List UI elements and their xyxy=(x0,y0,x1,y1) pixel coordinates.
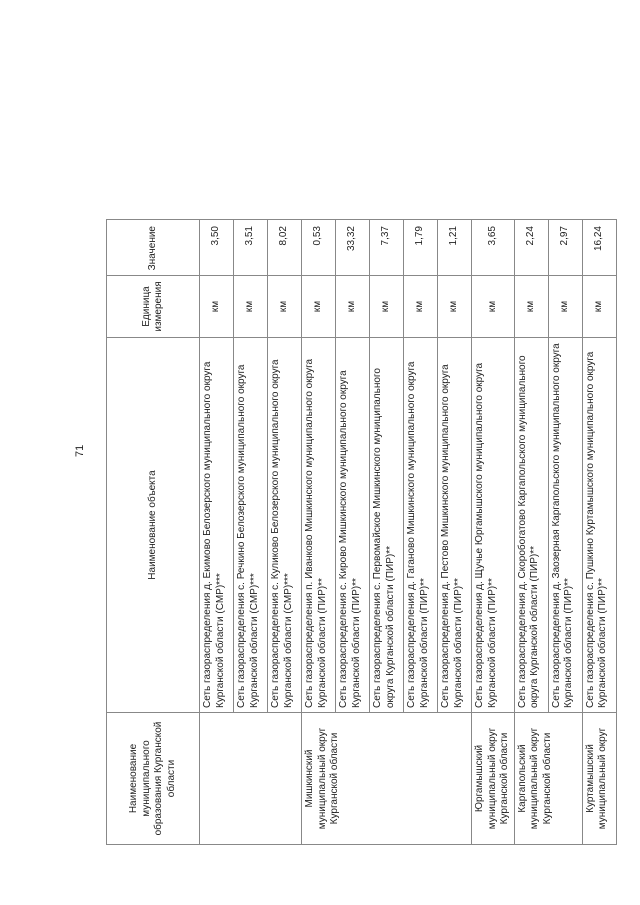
header-value: Значение xyxy=(107,220,200,276)
unit-cell: км xyxy=(234,276,268,338)
unit-cell: км xyxy=(514,276,548,338)
table-row xyxy=(200,220,234,845)
unit-cell: км xyxy=(370,276,404,338)
header-object: Наименование объекта xyxy=(107,338,200,713)
object-cell: Сеть газораспределения с. Речкино Белозерского муниципального округа Курганской области (СМР)*** xyxy=(234,338,268,713)
value-cell: 2,24 xyxy=(514,220,548,276)
object-cell: Сеть газораспределения д. Скоробогатово Каргапольского муниципального округа Курганской области (ПИР)** xyxy=(514,338,548,713)
object-cell: Сеть газораспределения д. Заозерная Каргапольского муниципального округа Курганской области (ПИР)** xyxy=(548,338,582,713)
value-cell: 16,24 xyxy=(582,220,616,276)
object-cell: Сеть газораспределения д. Щучье Юргамышского муниципального округа Курганской области (ПИР)** xyxy=(472,338,515,713)
object-cell: Сеть газораспределения д. Екимово Белозерского муниципального округа Курганской области (СМР)*** xyxy=(200,338,234,713)
table-row xyxy=(582,220,616,845)
unit-cell: км xyxy=(548,276,582,338)
unit-cell: км xyxy=(302,276,336,338)
table-row xyxy=(302,220,336,845)
object-cell: Сеть газораспределения с. Первомайское Мишкинского муниципального округа Курганской области (ПИР)** xyxy=(370,338,404,713)
unit-cell: км xyxy=(268,276,302,338)
header-municipality: Наименование муниципального образования Курганской области xyxy=(107,713,200,845)
object-cell: Сеть газораспределения д. Гаганово Мишкинского муниципального округа Курганской области (ПИР)** xyxy=(404,338,438,713)
unit-cell: км xyxy=(404,276,438,338)
unit-cell: км xyxy=(200,276,234,338)
object-cell: Сеть газораспределения п. Иванково Мишкинского муниципального округа Курганской области (ПИР)** xyxy=(302,338,336,713)
object-cell: Сеть газораспределения с. Кирово Мишкинского муниципального округа Курганской области (ПИР)** xyxy=(336,338,370,713)
table-row xyxy=(472,220,515,845)
value-cell: 7,37 xyxy=(370,220,404,276)
page-number: 71 xyxy=(74,444,86,457)
municipality-cell: Мишкинский муниципальный округ Курганской области xyxy=(302,713,472,845)
unit-cell: км xyxy=(438,276,472,338)
unit-cell: км xyxy=(472,276,515,338)
object-cell: Сеть газораспределения с. Пушкино Куртамышского муниципального округа Курганской области (ПИР)** xyxy=(582,338,616,713)
value-cell: 2,97 xyxy=(548,220,582,276)
value-cell: 0,53 xyxy=(302,220,336,276)
municipality-cell xyxy=(200,713,302,845)
municipality-cell: Куртамышский муниципальный округ xyxy=(582,713,616,845)
municipality-cell: Каргапольский муниципальный округ Курганской области xyxy=(514,713,582,845)
unit-cell: км xyxy=(336,276,370,338)
object-cell: Сеть газораспределения д. Пестово Мишкинского муниципального округа Курганской области (ПИР)** xyxy=(438,338,472,713)
value-cell: 8,02 xyxy=(268,220,302,276)
value-cell: 3,50 xyxy=(200,220,234,276)
value-cell: 1,21 xyxy=(438,220,472,276)
table-body xyxy=(200,220,617,845)
municipality-cell: Юргамышский муниципальный округ Курганской области xyxy=(472,713,515,845)
header-unit: Единица измерения xyxy=(107,276,200,338)
unit-cell: км xyxy=(582,276,616,338)
table-row xyxy=(514,220,548,845)
value-cell: 33,32 xyxy=(336,220,370,276)
table-header-row xyxy=(107,220,200,845)
object-cell: Сеть газораспределения с. Куликово Белозерского муниципального округа Курганской области (СМР)*** xyxy=(268,338,302,713)
value-cell: 3,65 xyxy=(472,220,515,276)
value-cell: 1,79 xyxy=(404,220,438,276)
objects-table xyxy=(106,219,617,845)
value-cell: 3,51 xyxy=(234,220,268,276)
